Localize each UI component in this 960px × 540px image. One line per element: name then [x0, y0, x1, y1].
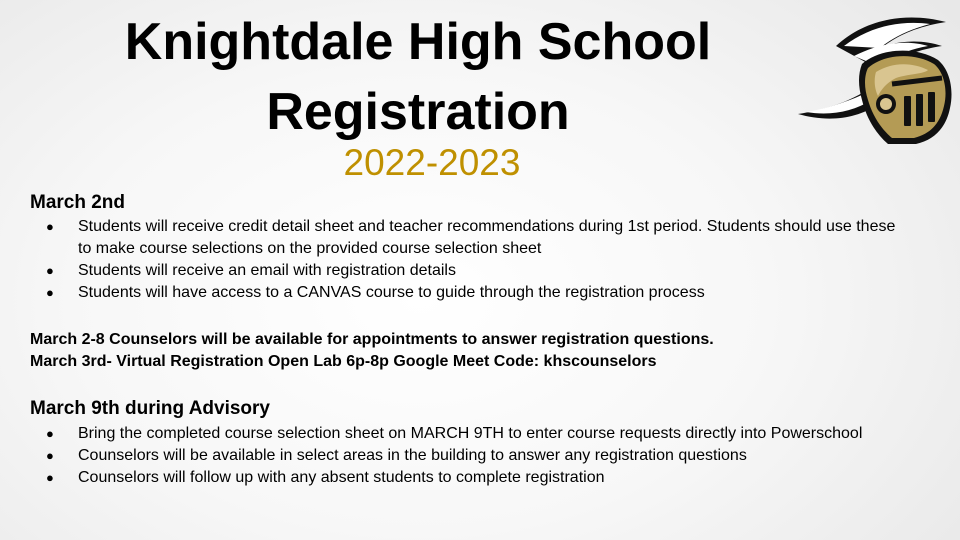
list-item-text: Students will have access to a CANVAS course to guide through the registration process	[78, 284, 705, 301]
bullet-icon: ●	[46, 285, 54, 300]
bullet-icon: ●	[46, 263, 54, 278]
list-item	[0, 216, 900, 260]
school-year: 2022-2023	[343, 142, 521, 183]
bullet-icon: ●	[46, 448, 54, 463]
march-9th-bullet-list	[0, 423, 900, 489]
list-item-text: Students will receive an email with registration details	[78, 262, 456, 279]
bullet-icon: ●	[46, 219, 54, 234]
list-item-text: Bring the completed course selection sheet on MARCH 9TH to enter course requests directly into Powerschool	[78, 425, 863, 442]
list-item	[0, 282, 900, 304]
notice-virtual-open-lab: March 3rd- Virtual Registration Open Lab 6p-8p Google Meet Code: khscounselors	[30, 353, 657, 370]
title-line-1: Knightdale High School	[124, 13, 712, 71]
list-item	[0, 467, 900, 489]
bullet-icon: ●	[46, 470, 54, 485]
bullet-icon: ●	[46, 426, 54, 441]
march-2nd-bullet-list	[0, 216, 900, 304]
list-item	[0, 423, 900, 445]
notice-counselor-appointments: March 2-8 Counselors will be available for appointments to answer registration questions.	[30, 331, 714, 348]
knight-helmet-icon	[796, 12, 954, 148]
title-line-2: Registration	[266, 83, 570, 141]
list-item-text: Counselors will be available in select areas in the building to answer any registration questions	[78, 447, 747, 464]
section-heading-march-9th: March 9th during Advisory	[30, 398, 270, 419]
list-item-text: Counselors will follow up with any absent students to complete registration	[78, 469, 605, 486]
list-item	[0, 260, 900, 282]
section-heading-march-2nd: March 2nd	[30, 192, 126, 213]
list-item-text: Students will receive credit detail sheet and teacher recommendations during 1st period. Students should use these to make course selections on the provided course selection sheet	[78, 218, 896, 257]
list-item	[0, 445, 900, 467]
